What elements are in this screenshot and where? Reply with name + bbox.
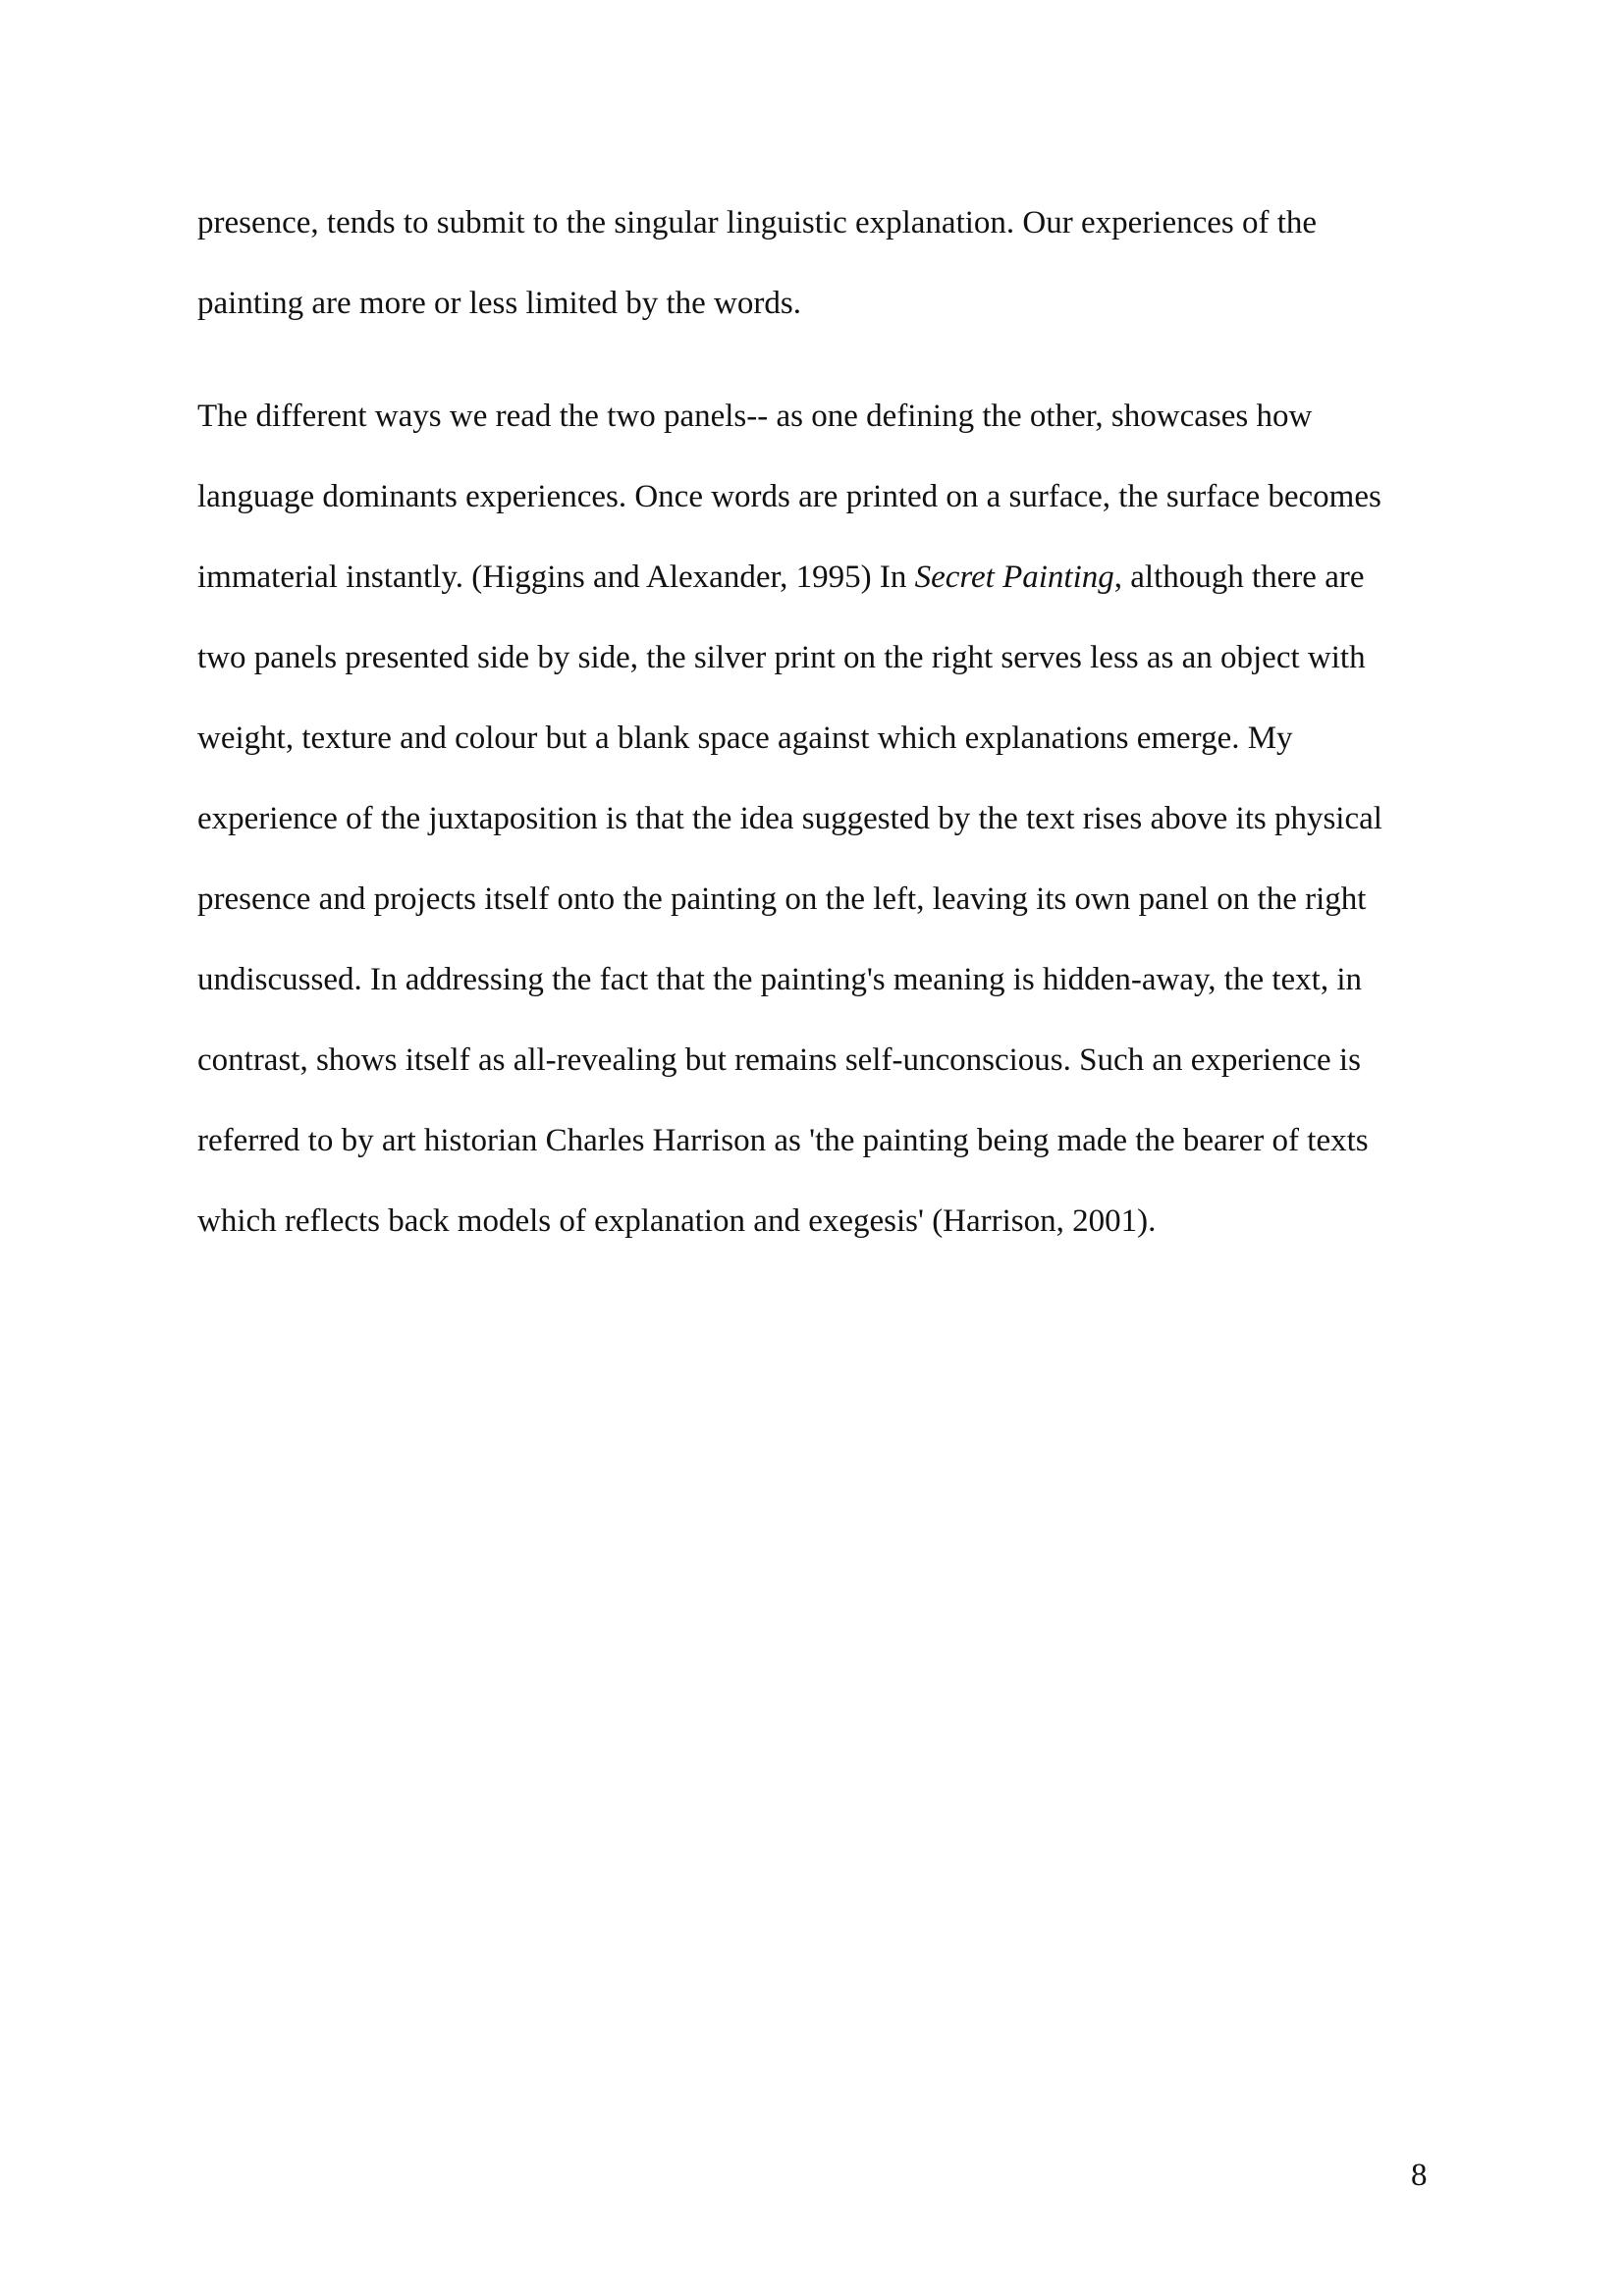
paragraph-2-line-6: experience of the juxtaposition is that the idea suggested by the text rises above its physical — [197, 801, 1382, 836]
paragraph-2-line-11: which reflects back models of explanation and exegesis' (Harrison, 2001). — [197, 1203, 1157, 1239]
paragraph-2-line-1: The different ways we read the two panels-- as one defining the other, showcases how — [197, 399, 1313, 434]
paragraph-2-line-5: weight, texture and colour but a blank space against which explanations emerge. My — [197, 721, 1293, 756]
page-number: 8 — [1411, 2158, 1428, 2193]
artwork-title: Secret Painting — [914, 560, 1114, 595]
line-text-before-title: immaterial instantly. (Higgins and Alexander, 1995) In — [197, 560, 915, 595]
paragraph-2-line-7: presence and projects itself onto the painting on the left, leaving its own panel on the right — [197, 881, 1367, 917]
paragraph-2-line-9: contrast, shows itself as all-revealing but remains self-unconscious. Such an experience is — [197, 1042, 1361, 1078]
line-text-after-title: , although there are — [1113, 560, 1365, 595]
paragraph-1-line-2: painting are more or less limited by the words. — [197, 286, 801, 321]
paragraph-2-line-2: language dominants experiences. Once words are printed on a surface, the surface becomes — [197, 479, 1381, 514]
paragraph-2-line-8: undiscussed. In addressing the fact that the painting's meaning is hidden-away, the text, in — [197, 962, 1363, 997]
paragraph-1-line-1: presence, tends to submit to the singular linguistic explanation. Our experiences of the — [197, 205, 1318, 240]
paragraph-2-line-4: two panels presented side by side, the silver print on the right serves less as an object with — [197, 640, 1366, 675]
paragraph-2-line-10: referred to by art historian Charles Harrison as 'the painting being made the bearer of texts — [197, 1123, 1369, 1158]
paragraph-2-line-3 — [197, 558, 1364, 597]
